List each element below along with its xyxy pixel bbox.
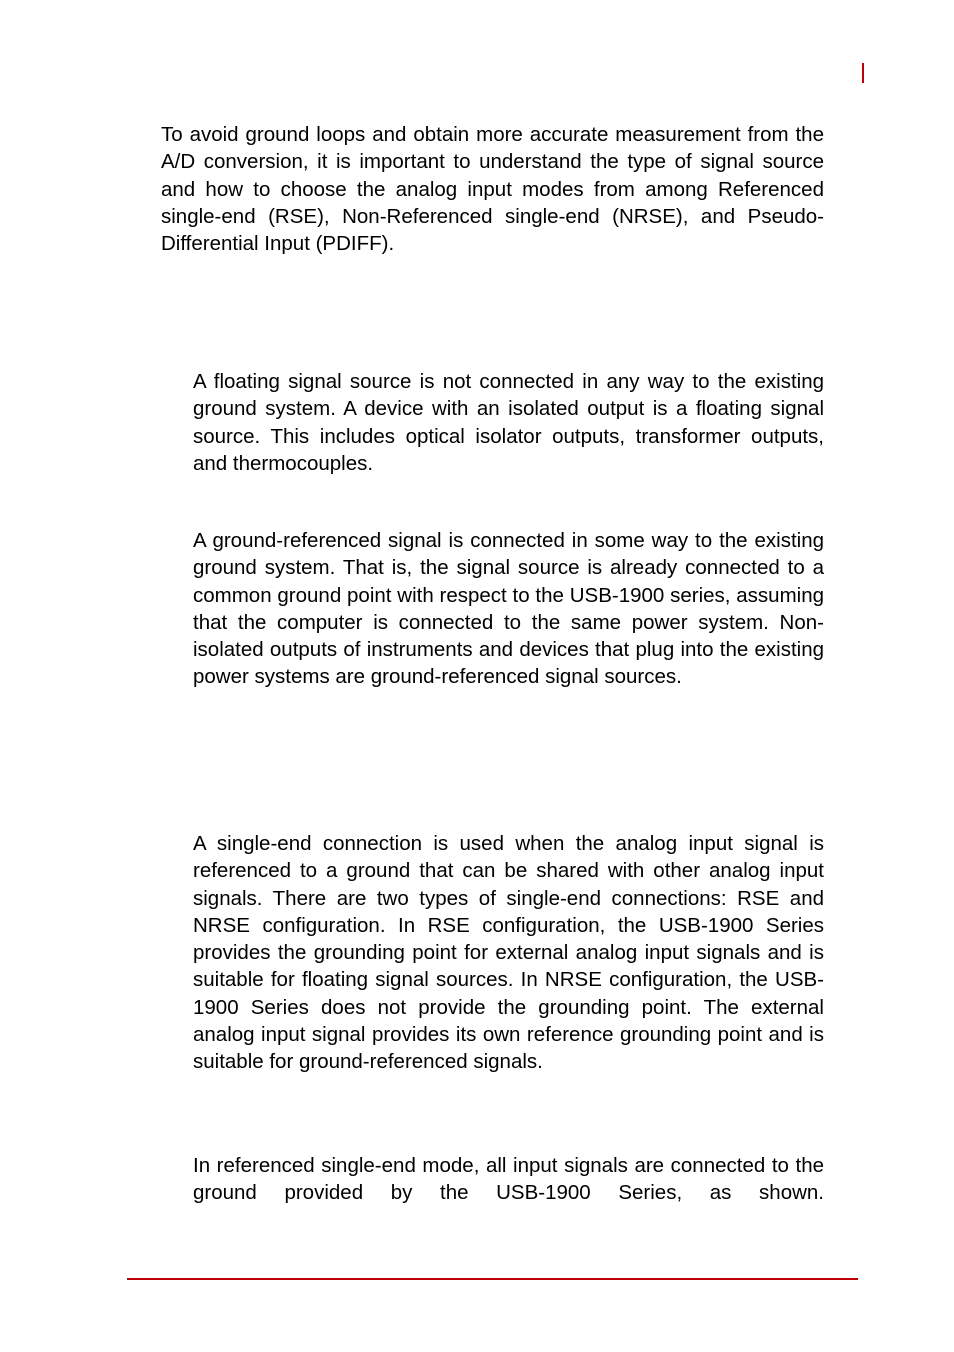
rse-mode-paragraph: In referenced single-end mode, all input signals are connected to the ground provided by the USB-1900 Series, as shown. bbox=[193, 1154, 824, 1205]
floating-signal-source-paragraph: A floating signal source is not connected in any way to the existing ground system. A device with an isolated output is a floating signal source. This includes optical isolator outputs, transformer outputs, and thermocouples. bbox=[193, 370, 824, 475]
header-accent-bar bbox=[862, 63, 864, 83]
single-end-connection-paragraph: A single-end connection is used when the analog input signal is referenced to a ground that can be shared with other analog input signals. There are two types of single-end connections: RSE and NRSE configuration. In RSE configuration, the USB-1900 Series provides the grounding point for external analog input signals and is suitable for floating signal sources. In NRSE configuration, the USB-1900 Series does not provide the grounding point. The external analog input signal provides its own reference grounding point and is suitable for ground-referenced signals. bbox=[193, 832, 824, 1074]
ground-referenced-signal-paragraph: A ground-referenced signal is connected in some way to the existing ground system. That is, the signal source is already connected to a common ground point with respect to the USB-1900 series, assuming that the computer is connected to the same power system. Non-isolated outputs of instruments and devices that plug into the existing power systems are ground-referenced signal sources. bbox=[193, 529, 824, 689]
footer-rule bbox=[127, 1278, 858, 1280]
intro-paragraph: To avoid ground loops and obtain more accurate measurement from the A/D conversion, it is important to understand the type of signal source and how to choose the analog input modes from among Referenced single-end (RSE), Non-Referenced single-end (NRSE), and Pseudo-Differential Input (PDIFF). bbox=[161, 123, 824, 256]
